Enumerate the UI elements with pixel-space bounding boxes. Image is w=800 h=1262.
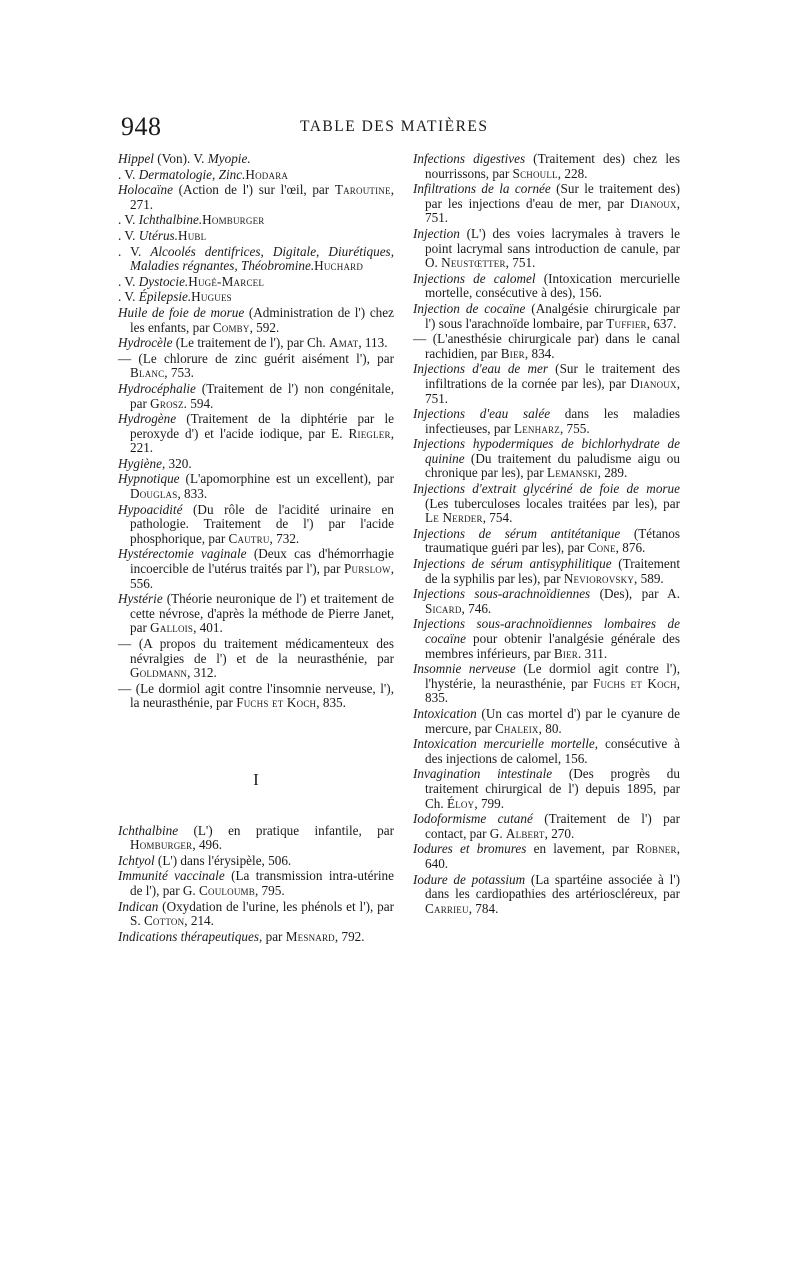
entry-tail: , 289.: [597, 465, 628, 481]
entry-term: Indican: [118, 898, 159, 914]
entry-term: Ichtyol: [118, 852, 155, 868]
index-entry: [118, 245, 394, 274]
entry-text: — (Le dormiol agit contre l'insomnie nerveuse, l'), la neurasthénie, par: [118, 680, 394, 711]
entry-tail: . 594.: [183, 395, 214, 411]
entry-tail: , 792.: [334, 928, 365, 944]
index-entry: [118, 412, 394, 456]
entry-author: Dianoux: [630, 195, 677, 211]
entry-text: en lavement, par: [526, 841, 637, 857]
entry-text: — (A propos du traitement médicamenteux des névralgies de l') et de la neurasthénie, par: [118, 636, 394, 666]
entry-tail: , 784.: [468, 900, 499, 916]
index-entry: [413, 812, 680, 841]
entry-term: Hydrocéphalie: [118, 380, 196, 396]
entry-text: (Des), par A.: [590, 586, 680, 602]
index-entry: [118, 457, 394, 472]
entry-tail: , 755.: [559, 420, 590, 436]
right-column: [413, 152, 680, 917]
index-entry: [118, 900, 394, 929]
index-entry: [118, 290, 394, 305]
entry-tail: , 751.: [425, 195, 680, 226]
entry-term: Injection: [413, 225, 460, 241]
entry-text: (Le dormiol agit contre l'), l'hystérie, la neurasthénie, par: [425, 661, 680, 691]
entry-term: Indications thérapeutiques: [118, 928, 260, 944]
left-entries-i: [118, 824, 394, 945]
index-entry: [413, 182, 680, 226]
entry-text: (La transmission intra-utérine de l'), par G.: [130, 868, 394, 898]
index-entry: [118, 854, 394, 869]
entry-text: . V.: [118, 273, 139, 289]
index-entry: [118, 306, 394, 335]
entry-author: Neviorovsky: [563, 570, 635, 586]
entry-term: Injections sous-arachnoïdiennes lombaires de cocaïne: [413, 616, 680, 646]
entry-tail: , 751.: [425, 375, 680, 406]
entry-author: Taroutine: [334, 182, 391, 198]
index-entry: [118, 637, 394, 681]
left-entries: [118, 152, 394, 711]
entry-author: Sicard: [425, 600, 462, 616]
index-entry: [413, 302, 680, 331]
index-entry: [118, 382, 394, 411]
index-entry: [413, 332, 680, 361]
entry-term: Épilepsie.: [138, 289, 192, 305]
entry-tail: , 799.: [474, 795, 505, 811]
entry-tail: , 221.: [130, 425, 394, 456]
section-letter: I: [253, 769, 259, 789]
index-entry: [118, 183, 394, 212]
entry-tail: , 732.: [269, 530, 300, 546]
index-entry: [413, 437, 680, 481]
entry-term: Utérus.: [138, 227, 178, 243]
right-entries: [413, 152, 680, 916]
entry-term: Myopie.: [207, 151, 251, 166]
entry-text: . V.: [118, 289, 139, 305]
entry-term: Infections digestives: [413, 151, 526, 166]
entry-text: . V.: [118, 227, 139, 243]
entry-tail: , 835.: [316, 695, 346, 711]
entry-author: Mesnard: [285, 928, 335, 944]
entry-term: Intoxication: [413, 705, 477, 721]
entry-author: Le Nerder: [425, 510, 483, 526]
index-entry: [413, 707, 680, 736]
index-entry: [118, 503, 394, 547]
entry-author: Schoull: [512, 165, 558, 181]
index-entry: [413, 873, 680, 917]
entry-author: Hugues: [191, 289, 232, 305]
entry-tail: , 556.: [130, 561, 394, 591]
index-entry: [413, 557, 680, 586]
entry-author: Cautru: [228, 530, 270, 546]
entry-text: (Traitement de l') non congénitale, par: [130, 380, 394, 411]
entry-term: Dystocie.: [138, 273, 189, 289]
entry-author: Bier: [553, 645, 578, 661]
entry-text: pour obtenir l'analgésie générale des membres inférieurs, par: [425, 631, 680, 661]
entry-term: Injections d'extrait glycériné de foie de morue: [413, 481, 680, 497]
entry-tail: , 835.: [425, 675, 680, 706]
entry-term: Intoxication mercurielle mortelle: [413, 736, 595, 752]
index-entry: [413, 407, 680, 436]
entry-term: Hydrogène: [118, 411, 177, 427]
page-number: 948: [121, 112, 162, 141]
index-entry: [413, 362, 680, 406]
entry-term: Hystérectomie vaginale: [118, 546, 247, 562]
entry-text: (Théorie neuronique de l') et traitement de cette névrose, d'après la méthode de Pierre Janet, par: [130, 591, 394, 636]
entry-author: Comby: [212, 319, 250, 335]
entry-text: , 320.: [161, 455, 192, 471]
entry-term: Injections sous-arachnoïdiennes: [413, 586, 591, 602]
entry-text: (La spartéine associée à l') dans les cardiopathies des artérioscléreux, par: [425, 871, 681, 902]
entry-tail: , 271.: [130, 182, 394, 212]
entry-text: (L') des voies lacrymales à travers le point lacrymal sans introduction de canule, par O.: [425, 225, 680, 271]
index-entry: [118, 275, 394, 290]
entry-author: Huchard: [314, 258, 364, 274]
entry-text: (Les tuberculoses locales traitées par les), par: [425, 495, 680, 511]
index-entry: [413, 662, 680, 706]
entry-text: , par: [259, 928, 286, 944]
index-entry: [118, 213, 394, 228]
entry-author: Purslow: [343, 561, 391, 577]
entry-tail: , 640.: [425, 841, 680, 871]
entry-author: Cotton: [143, 913, 185, 929]
entry-term: Hypnotique: [118, 471, 180, 487]
entry-text: , consécutive à des injections de calomel, 156.: [425, 736, 680, 766]
index-entry: [118, 547, 394, 591]
entry-term: Injections de sérum antitétanique: [413, 525, 621, 541]
index-entry: [118, 592, 394, 636]
entry-author: Hugé-Marcel: [188, 273, 265, 289]
index-entry: [413, 767, 680, 811]
entry-tail: , 401.: [193, 620, 223, 636]
entry-term: Huile de foie de morue: [118, 304, 245, 320]
entry-tail: , 80.: [538, 720, 562, 736]
entry-term: Injections de calomel: [413, 270, 536, 286]
index-entry: [413, 482, 680, 526]
index-entry: [118, 682, 394, 711]
index-entry: [413, 227, 680, 271]
entry-author: Gallois: [150, 620, 194, 636]
entry-term: Holocaïne: [118, 182, 173, 198]
entry-author: Lenharz: [513, 420, 560, 436]
index-entry: [413, 587, 680, 616]
entry-author: Tuffier: [606, 315, 647, 331]
entry-term: Iodure de potassium: [413, 871, 526, 887]
index-entry: [118, 472, 394, 501]
entry-text: (Tétanos traumatique guéri par les), par: [425, 525, 681, 556]
entry-tail: , 496.: [192, 837, 223, 853]
left-column: [118, 152, 394, 945]
index-entry: [118, 152, 394, 167]
entry-text: . V.: [118, 166, 139, 182]
entry-author: Amat: [328, 335, 359, 351]
entry-text: (Un cas mortel d') par le cyanure de mercure, par: [425, 705, 680, 736]
entry-text: (Analgésie chirurgicale par l') sous l'arachnoïde lombaire, par: [425, 300, 680, 331]
entry-term: Iodoformisme cutané: [413, 811, 533, 827]
entry-term: Hypoacidité: [118, 501, 183, 517]
entry-tail: , 876.: [615, 540, 646, 556]
entry-tail: , 754.: [482, 510, 513, 526]
entry-text: (Sur le traitement des infiltrations de la cornée par les), par: [425, 361, 680, 391]
entry-text: dans les maladies infectieuses, par: [425, 406, 680, 436]
entry-text: . V.: [118, 243, 151, 259]
entry-tail: , 795.: [254, 882, 285, 898]
entry-text: (Le traitement de l'), par Ch.: [172, 335, 329, 351]
entry-term: Ichthalbine: [118, 822, 179, 838]
entry-author: Robner: [636, 841, 677, 857]
index-entry: [118, 824, 394, 853]
entry-text: — (L'anesthésie chirurgicale par) dans le canal rachidien, par: [413, 331, 680, 361]
entry-term: Iodures et bromures: [413, 841, 527, 857]
entry-term: Injection de cocaïne: [413, 300, 526, 316]
entry-text: (Deux cas d'hémorrhagie incoercible de l'utérus traités par l'), par: [130, 546, 394, 577]
index-entry: [118, 229, 394, 244]
entry-term: Infiltrations de la cornée: [413, 181, 551, 197]
entry-term: Invagination intestinale: [413, 766, 553, 782]
entry-text: (Administration de l') chez les enfants, par: [130, 304, 394, 335]
entry-author: Carrieu: [425, 900, 469, 916]
index-entry: [118, 168, 394, 183]
index-entry: [413, 272, 680, 301]
entry-text: (Traitement de la diphtérie par le peroxyde d') et l'acide iodique, par E.: [130, 411, 394, 441]
entry-author: Bier: [500, 345, 525, 361]
entry-tail: , 113.: [358, 335, 388, 351]
entry-term: Ichthalbine.: [138, 212, 203, 228]
entry-tail: , 834.: [524, 345, 555, 361]
index-entry: [413, 617, 680, 661]
entry-text: (L') dans l'érysipèle, 506.: [154, 852, 292, 868]
entry-text: (Du rôle de l'acidité urinaire en pathologie. Traitement de l') par l'acide phosphorique, par: [130, 501, 394, 546]
entry-term: Dermatologie, Zinc.: [138, 166, 246, 182]
entry-text: (Sur le traitement des) par les injections d'eau de mer, par: [425, 181, 680, 211]
entry-tail: , 753.: [164, 365, 194, 381]
entry-tail: , 312.: [187, 665, 217, 681]
entry-term: Injections hypodermiques de bichlorhydrate de quinine: [413, 436, 680, 466]
entry-text: (Intoxication mercurielle mortelle, consécutive à des), 156.: [425, 270, 681, 301]
entry-term: Hydrocèle: [118, 335, 173, 351]
entry-tail: , 746.: [461, 600, 492, 616]
entry-author: Dianoux: [630, 375, 677, 391]
entry-text: (Traitement des) chez les nourrissons, par: [425, 151, 680, 181]
index-entry: [118, 352, 394, 381]
entry-author: Riegler: [348, 425, 391, 441]
entry-tail: , 637.: [646, 315, 677, 331]
entry-author: Blanc: [130, 365, 165, 381]
entry-author: Couloumb: [199, 882, 255, 898]
entry-text: — (Le chlorure de zinc guérit aisément l'), par: [118, 350, 394, 366]
entry-term: Injections d'eau salée: [413, 406, 551, 422]
running-title: TABLE DES MATIÈRES: [300, 118, 489, 135]
entry-text: (Von). V.: [153, 151, 208, 166]
index-entry: [413, 737, 680, 766]
entry-author: Fuchs et Koch: [592, 675, 677, 691]
entry-text: (L') en pratique infantile, par: [178, 822, 394, 838]
entry-author: Douglas: [130, 486, 178, 502]
entry-author: Chaleix: [494, 720, 539, 736]
entry-term: Alcoolés dentifrices, Digitale, Diurétiques, Maladies régnantes, Théobromine.: [130, 243, 394, 274]
entry-tail: , 751.: [505, 255, 536, 271]
entry-term: Hippel: [118, 151, 154, 166]
entry-term: Hystérie: [118, 591, 163, 607]
entry-tail: , 833.: [177, 486, 208, 502]
entry-tail: , 589.: [634, 570, 664, 586]
entry-text: (Du traitement du paludisme aigu ou chronique par les), par: [425, 450, 680, 481]
entry-text: (L'apomorphine est un excellent), par: [179, 471, 394, 487]
entry-term: Hygiène: [118, 455, 162, 471]
entry-author: Hubl: [177, 227, 207, 243]
entry-term: Immunité vaccinale: [118, 868, 225, 884]
entry-tail: , 270.: [544, 825, 575, 841]
index-entry: [118, 930, 394, 945]
index-entry: [413, 152, 680, 181]
entry-text: (Traitement de la syphilis par les), par: [425, 556, 681, 586]
entry-text: . V.: [118, 212, 139, 228]
entry-tail: , 592.: [249, 319, 280, 335]
entry-author: Fuchs et Koch: [236, 695, 317, 711]
entry-author: Goldmann: [130, 665, 188, 681]
entry-text: (Des progrès du traitement chirurgical de l') depuis 1895, par Ch.: [425, 766, 680, 811]
entry-author: Lemanski: [546, 465, 598, 481]
entry-tail: , 228.: [557, 165, 588, 181]
index-entry: [413, 527, 680, 556]
index-entry: [413, 842, 680, 871]
entry-tail: , 214.: [184, 913, 214, 929]
entry-author: Hodara: [245, 166, 289, 182]
entry-author: Neustœtter: [441, 255, 506, 271]
entry-author: Grosz: [150, 395, 184, 411]
entry-author: Homburger: [130, 837, 193, 853]
entry-author: Homburger: [202, 212, 265, 228]
index-entry: [118, 869, 394, 898]
entry-term: Injections d'eau de mer: [413, 361, 548, 377]
entry-term: Injections de sérum antisyphilitique: [413, 556, 612, 572]
entry-text: (Action de l') sur l'œil, par: [172, 182, 335, 198]
entry-author: Albert: [505, 825, 545, 841]
index-entry: [118, 336, 394, 351]
entry-author: Éloy: [446, 795, 475, 811]
entry-tail: . 311.: [578, 645, 608, 661]
entry-text: (Oxydation de l'urine, les phénols et l'), par S.: [130, 898, 394, 929]
entry-author: Cone: [587, 540, 616, 556]
entry-term: Insomnie nerveuse: [413, 661, 516, 677]
entry-text: (Traitement de l') par contact, par G.: [425, 811, 680, 841]
